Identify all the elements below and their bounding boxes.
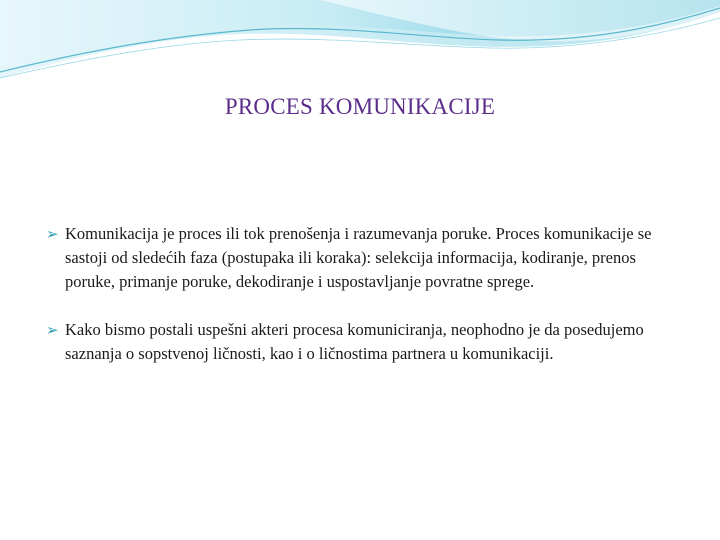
decorative-wave-header <box>0 0 720 90</box>
bullet-text: Kako bismo postali uspešni akteri procesa komuniciranja, neophodno je da posedujemo saznanja o sopstvenoj ličnosti, kao i o ličnostima partnera u komunikaciji. <box>65 320 644 363</box>
slide-title: PROCES KOMUNIKACIJE <box>224 94 496 119</box>
bullet-item-1 <box>46 222 686 294</box>
arrowhead-bullet-icon: ➢ <box>46 225 59 243</box>
bullet-text: Komunikacija je proces ili tok prenošenja i razumevanja poruke. Proces komunikacije se sastoji od sledećih faza (postupaka ili koraka): selekcija informacija, kodiranje, prenos poruke, primanje poruke, dekodiranje i uspostavljanje povratne sprege. <box>65 224 652 291</box>
arrowhead-bullet-icon: ➢ <box>46 321 59 339</box>
bullet-list <box>46 222 686 366</box>
bullet-item-2 <box>46 318 686 366</box>
